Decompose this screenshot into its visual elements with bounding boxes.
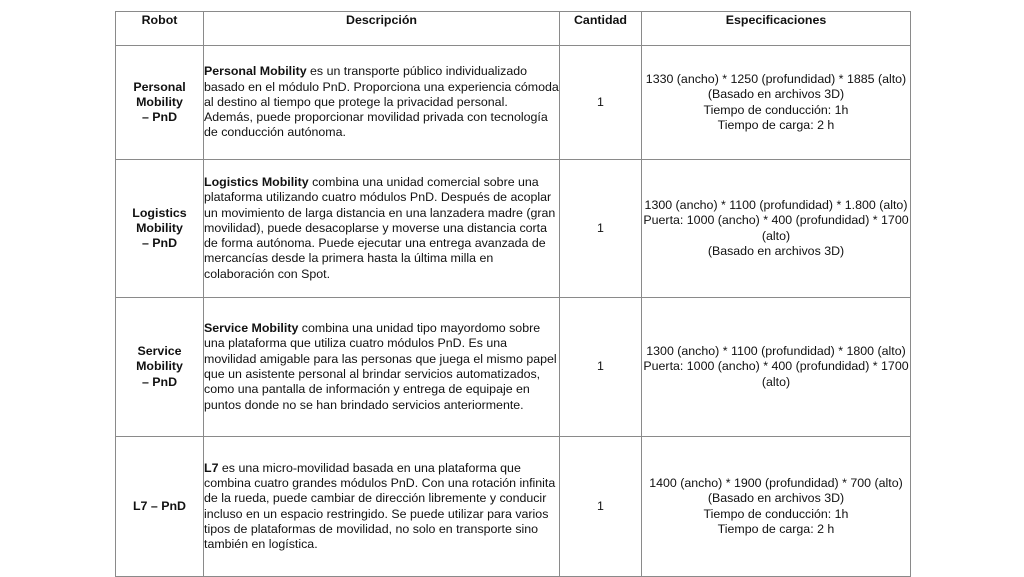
spec-line: Puerta: 1000 (ancho) * 400 (profundidad) * 1700 (alto) (643, 359, 909, 389)
robot-name-line: Personal (133, 79, 186, 94)
description-cell (204, 160, 560, 298)
description-text: combina una unidad tipo mayordomo sobre una plataforma que utiliza cuatro módulos PnD. Es una movilidad amigable para las personas que juega el mismo papel que un asistente personal al brindar servicios automatizados, como una pantalla de información y entrega de equipaje en puntos donde no se han brindado servicios anteriormente. (204, 321, 557, 412)
robot-name-cell (116, 46, 204, 160)
robot-name-line: Mobility (136, 359, 183, 374)
table-row (116, 160, 911, 298)
spec-line: Tiempo de conducción: 1h (703, 102, 849, 117)
robot-name-cell (116, 298, 204, 437)
spec-line: 1400 (ancho) * 1900 (profundidad) * 700 (alto) (649, 475, 903, 490)
spec-line: Tiempo de carga: 2 h (717, 521, 835, 536)
robot-name-cell (116, 437, 204, 577)
spec-line: (Basado en archivos 3D) (707, 491, 845, 506)
robot-name-line: Logistics (132, 205, 187, 220)
description-title: Service Mobility (204, 321, 299, 336)
robot-name-line: Mobility (136, 94, 183, 109)
robot-name-line: – PnD (141, 374, 178, 389)
specifications-cell (642, 46, 911, 160)
spec-line: (Basado en archivos 3D) (707, 243, 845, 258)
robot-specs-table (115, 11, 911, 577)
table-row (116, 298, 911, 437)
table-row (116, 437, 911, 577)
spec-line: (Basado en archivos 3D) (707, 87, 845, 102)
robot-name-line: L7 – PnD (132, 498, 187, 513)
description-text: es una micro-movilidad basada en una plataforma que combina cuatro grandes módulos PnD. Con una rotación infinita de la rueda, puede cambiar de dirección libremente y conducir incluso en un espacio restringido. Se puede utilizar para varios tipos de plataformas de movilidad, no solo en transporte sino también en logística. (204, 460, 556, 552)
header-specifications: Especificaciones (642, 12, 911, 46)
description-cell (204, 46, 560, 160)
table-header-row (116, 12, 911, 46)
robot-name-line: Mobility (136, 220, 183, 235)
robot-name-cell (116, 160, 204, 298)
quantity-cell: 1 (560, 298, 642, 437)
header-quantity: Cantidad (560, 12, 642, 46)
specifications-cell (642, 298, 911, 437)
header-robot: Robot (116, 12, 204, 46)
spec-line: 1300 (ancho) * 1100 (profundidad) * 1.800 (alto) (644, 197, 908, 212)
description-cell (204, 298, 560, 437)
spec-line: Tiempo de carga: 2 h (717, 117, 835, 132)
quantity-cell: 1 (560, 160, 642, 298)
spec-line: 1330 (ancho) * 1250 (profundidad) * 1885 (alto) (645, 71, 907, 86)
specifications-cell (642, 437, 911, 577)
description-cell (204, 437, 560, 577)
spec-line: Tiempo de conducción: 1h (703, 506, 849, 521)
header-description: Descripción (204, 12, 560, 46)
robot-name-line: – PnD (141, 236, 178, 251)
description-text: combina una unidad comercial sobre una plataforma utilizando cuatro módulos PnD. Después de acoplar un movimiento de larga distancia en una lanzadera madre (gran movilidad), puede desacoplarse y moverse una distancia corta de forma autónoma. Puede ejecutar una entrega avanzada de mercancías desde la primera hasta la última milla en colaboración con Spot. (204, 174, 556, 281)
description-text: es un transporte público individualizado basado en el módulo PnD. Proporciona una experiencia cómoda al destino al tiempo que protege la privacidad personal. Además, puede proporcionar movilidad privada con tecnología de conducción autónoma. (204, 64, 559, 140)
robot-name-line: – PnD (141, 110, 178, 125)
quantity-cell: 1 (560, 437, 642, 577)
spec-line: 1300 (ancho) * 1100 (profundidad) * 1800 (alto) (646, 344, 906, 359)
table-row (116, 46, 911, 160)
description-title: Personal Mobility (204, 64, 307, 79)
quantity-cell: 1 (560, 46, 642, 160)
description-title: L7 (204, 460, 219, 475)
specifications-cell (642, 160, 911, 298)
robot-name-line: Service (137, 344, 182, 359)
description-title: Logistics Mobility (204, 174, 309, 189)
spec-line: Puerta: 1000 (ancho) * 400 (profundidad) * 1700 (alto) (643, 213, 909, 243)
